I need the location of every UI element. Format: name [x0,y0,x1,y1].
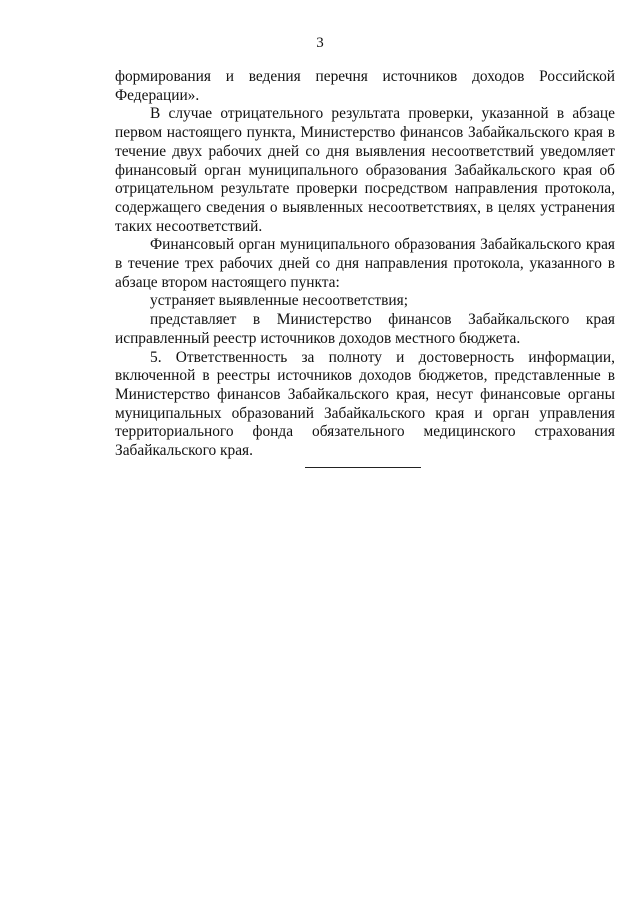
paragraph-continuation: формирования и ведения перечня источников доходов Российской Федерации». [115,68,615,104]
paragraph-financial-body: Финансовый орган муниципального образования Забайкальского края в течение трех рабочих дней со дня направления протокола, указанного в абзаце втором настоящего пункта: [115,236,615,291]
paragraph-negative-check: В случае отрицательного результата проверки, указанной в абзаце первом настоящего пункта, Министерство финансов Забайкальского края в течение двух рабочих дней со дня выявления несоответствий уведомляет финансовый орган муниципального образования Забайкальского края об отрицательном результате проверки посредством направления протокола, содержащего сведения о выявленных несоответствиях, в целях устранения таких несоответствий. [115,105,615,235]
paragraph-eliminates: устраняет выявленные несоответствия; [150,292,408,310]
page-number: 3 [316,35,324,51]
paragraph-submits: представляет в Министерство финансов Забайкальского края исправленный реестр источников доходов местного бюджета. [115,311,615,347]
paragraph-responsibility: 5. Ответственность за полноту и достоверность информации, включенной в реестры источников доходов бюджетов, представленные в Министерство финансов Забайкальского края, несут финансовые органы муниципальных образований Забайкальского края и орган управления территориального фонда обязательного медицинского страхования Забайкальского края. [115,348,615,460]
end-separator-line [305,467,421,468]
document-body [115,68,615,461]
